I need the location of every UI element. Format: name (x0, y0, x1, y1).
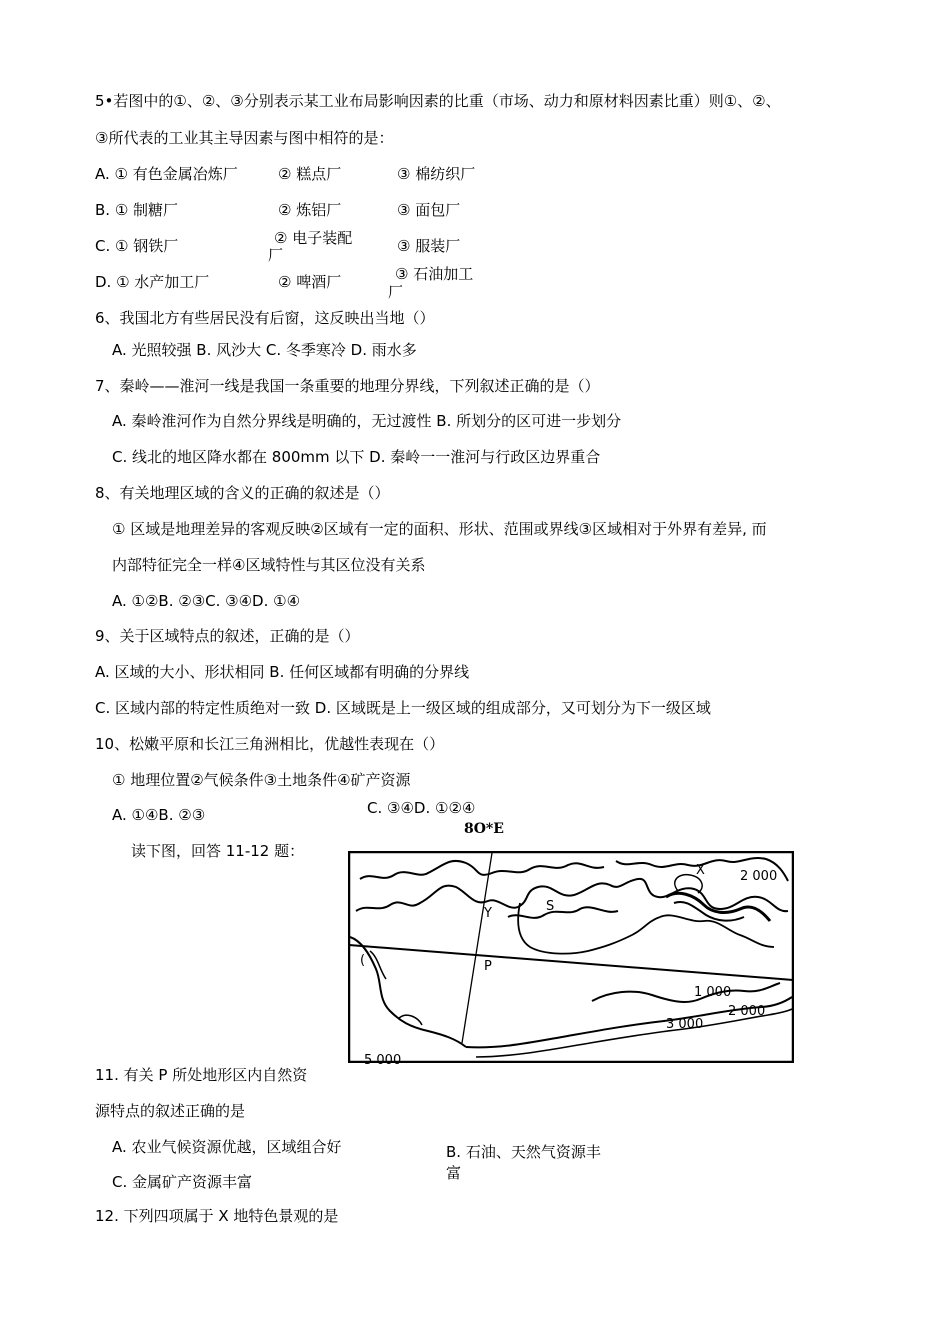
q9-options-line1: A. 区域的大小、形状相同 B. 任何区域都有明确的分界线 (95, 663, 470, 681)
map-figure (348, 851, 794, 1068)
map-contour-3000: 3 000 (666, 1017, 704, 1032)
q11-option-c: C. 金属矿产资源丰富 (112, 1173, 253, 1191)
q5-option-a: A. ① 有色金属冶炼厂 (95, 165, 238, 183)
q6-stem: 6、我国北方有些居民没有后窗，这反映出当地（） (95, 309, 435, 327)
q11-option-b: B. 石油、天然气资源丰 (446, 1143, 601, 1161)
q10-body: ① 地理位置②气候条件③土地条件④矿产资源 (112, 771, 411, 789)
q5-option-d-col3-wrap: 厂 (388, 283, 404, 301)
map-label-y: Y (484, 906, 492, 921)
q9-stem: 9、关于区域特点的叙述，正确的是（） (95, 627, 360, 645)
q5-option-c-col2: ② 电子装配 (274, 229, 353, 247)
map-contour-2000-south: 2 000 (728, 1004, 766, 1019)
q5-stem-line2: ③所代表的工业其主导因素与图中相符的是： (95, 129, 394, 147)
q10-stem: 10、松嫩平原和长江三角洲相比，优越性表现在（） (95, 735, 445, 753)
q8-body-line1: ① 区域是地理差异的客观反映②区域有一定的面积、形状、范围或界线③区域相对于外界有差异, 而 (112, 520, 767, 538)
q7-options-line2: C. 线北的地区降水都在 800mm 以下 D. 秦岭一一淮河与行政区边界重合 (112, 448, 601, 466)
q5-option-d-col3: ③ 石油加工 (395, 265, 474, 283)
q5-option-d: D. ① 水产加工厂 (95, 273, 210, 291)
q5-option-c-col3: ③ 服装厂 (397, 237, 461, 255)
map-drawing (348, 851, 794, 1063)
q8-stem: 8、有关地理区域的含义的正确的叙述是（） (95, 484, 390, 502)
map-contour-2000-north: 2 000 (740, 869, 778, 884)
q6-options: A. 光照较强 B. 风沙大 C. 冬季寒冷 D. 雨水多 (112, 341, 417, 359)
q5-option-b-col3: ③ 面包厂 (397, 201, 461, 219)
q7-options-line1: A. 秦岭淮河作为自然分界线是明确的，无过渡性 B. 所划分的区可进一步划分 (112, 412, 622, 430)
q5-option-c: C. ① 钢铁厂 (95, 237, 179, 255)
q7-stem: 7、秦岭——淮河一线是我国一条重要的地理分界线，下列叙述正确的是（） (95, 377, 600, 395)
q5-option-b-col2: ② 炼铝厂 (278, 201, 342, 219)
q11-option-a: A. 农业气候资源优越，区域组合好 (112, 1138, 342, 1156)
q8-options: A. ①②B. ②③C. ③④D. ①④ (112, 592, 301, 610)
q11-option-b-wrap: 富 (446, 1164, 462, 1182)
map-label-s: S (546, 899, 555, 914)
q5-option-a-col3: ③ 棉纺织厂 (397, 165, 476, 183)
q11-stem-line1: 11. 有关 P 所处地形区内自然资 (95, 1066, 308, 1084)
q10-options-cd: C. ③④D. ①②④ (367, 799, 476, 817)
q5-option-d-col2: ② 啤酒厂 (278, 273, 342, 291)
q5-option-c-col2-wrap: 厂 (268, 246, 284, 264)
map-label-p: P (484, 959, 492, 974)
figure-intro: 读下图，回答 11-12 题： (131, 842, 305, 860)
map-longitude-label: 8O*E (464, 821, 504, 837)
map-label-paren: ( (360, 953, 366, 968)
q8-body-line2: 内部特征完全一样④区域特性与其区位没有关系 (112, 556, 426, 574)
q12-stem: 12. 下列四项属于 X 地特色景观的是 (95, 1207, 339, 1225)
q5-stem-line1: 5•若图中的①、②、③分别表示某工业布局影响因素的比重（市场、动力和原材料因素比重）则①、②、 (95, 92, 781, 110)
map-contour-5000: 5 000 (364, 1053, 402, 1068)
q10-options-ab: A. ①④B. ②③ (112, 806, 206, 824)
q5-option-a-col2: ② 糕点厂 (278, 165, 342, 183)
q11-stem-line2: 源特点的叙述正确的是 (95, 1102, 246, 1120)
map-label-x: X (696, 863, 705, 878)
map-contour-1000: 1 000 (694, 985, 732, 1000)
q5-option-b: B. ① 制糖厂 (95, 201, 179, 219)
q9-options-line2: C. 区域内部的特定性质绝对一致 D. 区域既是上一级区域的组成部分，又可划分为下一级区域 (95, 699, 711, 717)
